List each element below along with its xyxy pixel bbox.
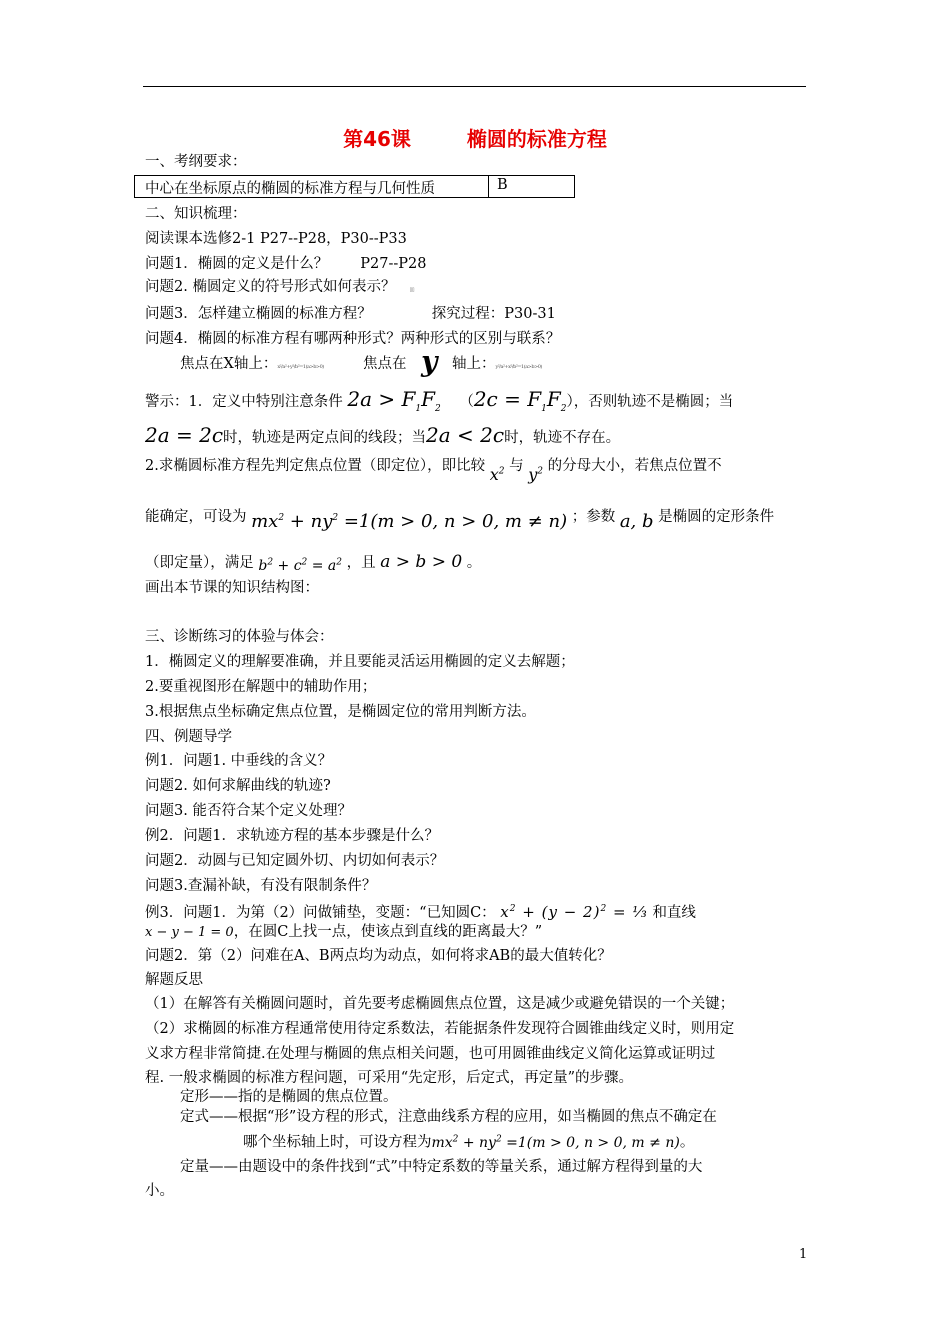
y-axis-symbol: y: [421, 345, 438, 378]
condition-2a-eq-2c: 2a = 2c: [145, 423, 224, 447]
reflection-heading: 解题反思: [145, 972, 203, 988]
question-4: 问题4．椭圆的标准方程有哪两种形式？两种形式的区别与联系？: [145, 331, 561, 347]
point-2-line-2: 能确定，可设为 $mx^2 + ny^2 =1(m > 0$, n > 0, m ≠ n) ；参数 a, b 是椭圆的定形条件: [145, 509, 775, 532]
example-2-q1: 例2．问题1．求轨迹方程的基本步骤是什么？: [145, 828, 439, 844]
dingliang-line-2: 小。: [145, 1183, 174, 1199]
section-2-heading: 二、知识梳理：: [145, 206, 247, 222]
section-3-item-2: 2.要重视图形在解题中的辅助作用；: [145, 679, 377, 695]
section-3-heading: 三、诊断练习的体验与体会：: [145, 629, 334, 645]
condition-2a-gt-f1f2: $2a > F_1F_2$: [347, 387, 441, 414]
formula-placeholder: ▯▯: [409, 287, 414, 293]
general-ellipse-equation: $mx^2 + ny^2 =1(m > 0$, n > 0, m ≠ n): [251, 511, 568, 532]
formula-y-axis: y²/a²+x²/b²=1(a>b>0): [495, 364, 542, 370]
line-equation: x − y − 1 = 0: [145, 925, 234, 940]
dingxing: 定形——指的是椭圆的焦点位置。: [180, 1089, 398, 1105]
example-3-q1-line-1: 例3．问题1．为第（2）问做铺垫，变题：“已知圆C： $x^2 + (y - 2)^2$ = ⅓ 和直线: [145, 903, 696, 921]
section-4-heading: 四、例题导学: [145, 729, 232, 745]
section-3-item-1: 1．椭圆定义的理解要准确，并且要能灵活运用椭圆的定义去解题；: [145, 654, 575, 670]
reflection-1: （1）在解答有关椭圆问题时，首先要考虑椭圆焦点位置，这是减少或避免错误的一个关键；: [145, 996, 735, 1012]
lesson-topic: 椭圆的标准方程: [466, 127, 607, 151]
requirement-level: B: [497, 177, 508, 193]
question-2: 问题2. 椭圆定义的符号形式如何表示？ ▯▯: [145, 279, 414, 295]
question-3: 问题3．怎样建立椭圆的标准方程？ 探究过程：P30-31: [145, 306, 556, 322]
point-2-line-1: 2.求椭圆标准方程先判定焦点位置（即定位），即比较 $x^2$ 与 $y^2$ 的分母大小，若焦点位置不: [145, 458, 722, 484]
question-1: 问题1．椭圆的定义是什么？ P27--P28: [145, 256, 427, 272]
example-1-q3: 问题3. 能否符合某个定义处理？: [145, 803, 352, 819]
example-1-q2: 问题2. 如何求解曲线的轨迹?: [145, 778, 331, 794]
reflection-2-line-1: （2）求椭圆的标准方程通常使用待定系数法，若能据条件发现符合圆锥曲线定义时，则用定: [145, 1021, 735, 1037]
reading-assignment: 阅读课本选修2-1 P27--P28，P30--P33: [145, 231, 407, 247]
header-rule: [143, 86, 806, 87]
condition-2c-eq-f1f2: $2c = F_1F_2$: [473, 387, 567, 414]
section-3-item-3: 3.根据焦点坐标确定焦点位置，是椭圆定位的常用判断方法。: [145, 704, 536, 720]
example-3-q1-line-2: x − y − 1 = 0，在圆C上找一点，使该点到直线的距离最大？”: [145, 924, 543, 940]
warning-line-1: 警示：1．定义中特别注意条件 $2a > F_1F_2$ $(2c = F_1F_2)$，否则轨迹不是椭圆；当: [145, 387, 734, 414]
point-2-line-3: （即定量），满足 $b^2 + c^2 = a^2$ ，且 a > b > 0 。: [145, 552, 482, 574]
example-2-q3: 问题3.查漏补缺，有没有限制条件？: [145, 878, 377, 894]
draw-structure: 画出本节课的知识结构图：: [145, 580, 319, 596]
condition-2a-lt-2c: 2a < 2c: [426, 423, 505, 447]
reflection-2-line-3: 程. 一般求椭圆的标准方程问题，可采用“先定形，后定式，再定量”的步骤。: [145, 1070, 634, 1086]
page-number: 1: [799, 1247, 808, 1262]
reflection-2-line-2: 义求方程非常简捷.在处理与椭圆的焦点相关问题，也可用圆锥曲线定义简化运算或证明过: [145, 1046, 716, 1062]
warning-line-2: 2a = 2c时，轨迹是两定点间的线段；当2a < 2c时，轨迹不存在。: [145, 423, 621, 447]
circle-equation: $x^2 + (y - 2)^2$ = ⅓: [500, 903, 648, 921]
example-2-q2: 问题2．动圆与已知定圆外切、内切如何表示？: [145, 853, 445, 869]
focus-forms: 焦点在X轴上：x²/a²+y²/b²=1(a>b>0) 焦点在 y 轴上：y²/a²+x²/b²=1(a>b>0): [180, 345, 542, 378]
example-3-q2: 问题2．第（2）问难在A、B两点均为动点，如何将求AB的最大值转化？: [145, 948, 612, 964]
dingliang-line-1: 定量——由题设中的条件找到“式”中特定系数的等量关系，通过解方程得到量的大: [180, 1159, 703, 1175]
section-1-heading: 一、考纲要求：: [145, 154, 247, 170]
lesson-number: 第46课: [343, 127, 411, 151]
requirement-item: 中心在坐标原点的椭圆的标准方程与几何性质: [145, 181, 435, 197]
dingshi-line-2: 哪个坐标轴上时，可设方程为$mx^2 + ny^2 =1(m > 0$, n > 0, m ≠ n)。: [243, 1134, 695, 1151]
formula-x-axis: x²/a²+y²/b²=1(a>b>0): [277, 364, 324, 370]
requirement-table: [134, 175, 575, 198]
general-equation-repeat: $mx^2 + ny^2 =1(m > 0$, n > 0, m ≠ n): [431, 1134, 680, 1151]
example-1-q1: 例1．问题1. 中垂线的含义？: [145, 753, 333, 769]
page-title: [0, 123, 950, 152]
dingshi-line-1: 定式——根据“形”设方程的形式，注意曲线系方程的应用，如当椭圆的焦点不确定在: [180, 1109, 717, 1125]
